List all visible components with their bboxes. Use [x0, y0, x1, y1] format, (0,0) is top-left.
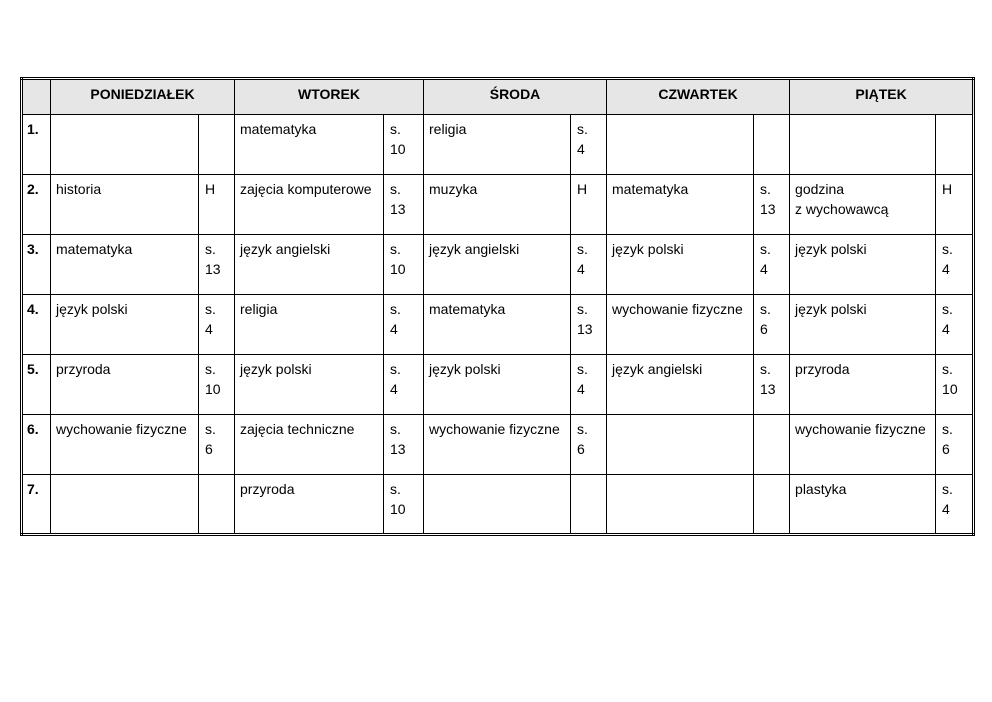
room-cell	[571, 115, 607, 175]
subject-cell	[424, 475, 571, 535]
room-cell	[384, 295, 424, 355]
subject-cell: język polski	[790, 295, 936, 355]
room-cell	[754, 475, 790, 535]
subject-cell: przyroda	[790, 355, 936, 415]
room-label: s. 10	[205, 361, 221, 397]
room-label: s. 13	[390, 181, 406, 217]
room-label: s. 13	[205, 241, 221, 277]
room-label: s. 10	[942, 361, 958, 397]
room-cell	[199, 115, 235, 175]
lesson-number: 4.	[22, 295, 51, 355]
subject-cell: język polski	[424, 355, 571, 415]
room-cell	[936, 175, 974, 235]
day-header: PONIEDZIAŁEK	[51, 79, 235, 115]
subject-cell	[607, 415, 754, 475]
room-cell	[936, 295, 974, 355]
room-label: H	[577, 181, 588, 197]
subject-cell	[607, 475, 754, 535]
room-cell	[384, 415, 424, 475]
room-label: s. 6	[577, 421, 588, 457]
subject-cell: język polski	[607, 235, 754, 295]
room-cell	[936, 475, 974, 535]
room-label: s. 10	[390, 121, 406, 157]
subject-cell	[51, 475, 199, 535]
room-cell	[384, 475, 424, 535]
lesson-number: 3.	[22, 235, 51, 295]
subject-cell: matematyka	[607, 175, 754, 235]
room-label: s. 4	[760, 241, 771, 277]
room-label: s. 4	[390, 301, 401, 337]
room-cell	[754, 235, 790, 295]
lesson-row	[22, 175, 974, 235]
room-cell	[384, 355, 424, 415]
room-cell	[571, 295, 607, 355]
room-cell	[754, 115, 790, 175]
room-cell	[571, 415, 607, 475]
room-label: s. 13	[577, 301, 593, 337]
room-cell	[936, 355, 974, 415]
subject-cell: religia	[235, 295, 384, 355]
timetable	[20, 77, 975, 536]
lesson-row	[22, 295, 974, 355]
room-cell	[754, 295, 790, 355]
subject-cell: matematyka	[51, 235, 199, 295]
room-label: s. 4	[942, 481, 953, 517]
lesson-number: 5.	[22, 355, 51, 415]
room-cell	[199, 295, 235, 355]
lesson-number: 7.	[22, 475, 51, 535]
room-cell	[199, 415, 235, 475]
room-cell	[571, 475, 607, 535]
room-label: H	[942, 181, 953, 197]
subject-cell: historia	[51, 175, 199, 235]
lesson-row	[22, 355, 974, 415]
header-row	[22, 79, 974, 115]
subject-cell: matematyka	[235, 115, 384, 175]
subject-cell: język polski	[790, 235, 936, 295]
room-cell	[199, 475, 235, 535]
room-label: s. 4	[577, 241, 588, 277]
room-cell	[936, 115, 974, 175]
subject-cell: przyroda	[235, 475, 384, 535]
room-cell	[936, 415, 974, 475]
subject-cell: godzina z wychowawcą	[790, 175, 936, 235]
room-cell	[571, 235, 607, 295]
room-label: s. 4	[942, 241, 953, 277]
lesson-row	[22, 415, 974, 475]
subject-cell: język angielski	[424, 235, 571, 295]
subject-cell: język polski	[235, 355, 384, 415]
day-header: ŚRODA	[424, 79, 607, 115]
room-label: s. 4	[942, 301, 953, 337]
subject-cell: plastyka	[790, 475, 936, 535]
room-cell	[199, 175, 235, 235]
subject-cell: wychowanie fizyczne	[607, 295, 754, 355]
room-label: s. 13	[760, 181, 776, 217]
room-label: s. 6	[942, 421, 953, 457]
lesson-row	[22, 475, 974, 535]
subject-cell: religia	[424, 115, 571, 175]
room-cell	[199, 355, 235, 415]
lesson-number: 1.	[22, 115, 51, 175]
lesson-row	[22, 115, 974, 175]
room-cell	[754, 415, 790, 475]
room-cell	[199, 235, 235, 295]
subject-cell: wychowanie fizyczne	[424, 415, 571, 475]
subject-cell: przyroda	[51, 355, 199, 415]
room-cell	[754, 355, 790, 415]
room-label: s. 6	[205, 421, 216, 457]
subject-cell: język angielski	[607, 355, 754, 415]
room-cell	[571, 355, 607, 415]
room-cell	[384, 175, 424, 235]
room-label: s. 4	[577, 121, 588, 157]
room-label: s. 4	[205, 301, 216, 337]
timetable-body	[22, 115, 974, 535]
subject-cell: wychowanie fizyczne	[790, 415, 936, 475]
room-cell	[754, 175, 790, 235]
room-label: s. 10	[390, 481, 406, 517]
room-label: s. 13	[760, 361, 776, 397]
lesson-number: 2.	[22, 175, 51, 235]
day-header: CZWARTEK	[607, 79, 790, 115]
room-cell	[384, 235, 424, 295]
room-cell	[384, 115, 424, 175]
subject-cell: muzyka	[424, 175, 571, 235]
subject-cell: język angielski	[235, 235, 384, 295]
room-label: s. 10	[390, 241, 406, 277]
header-corner	[22, 79, 51, 115]
subject-cell: matematyka	[424, 295, 571, 355]
day-header: WTOREK	[235, 79, 424, 115]
room-label: s. 6	[760, 301, 771, 337]
room-cell	[571, 175, 607, 235]
room-label: s. 4	[390, 361, 401, 397]
subject-cell	[607, 115, 754, 175]
room-label: H	[205, 181, 216, 197]
room-label: s. 13	[390, 421, 406, 457]
subject-cell: zajęcia techniczne	[235, 415, 384, 475]
subject-cell	[51, 115, 199, 175]
subject-cell: zajęcia komputerowe	[235, 175, 384, 235]
day-header: PIĄTEK	[790, 79, 974, 115]
room-cell	[936, 235, 974, 295]
lesson-row	[22, 235, 974, 295]
subject-cell	[790, 115, 936, 175]
subject-cell: język polski	[51, 295, 199, 355]
room-label: s. 4	[577, 361, 588, 397]
subject-cell: wychowanie fizyczne	[51, 415, 199, 475]
lesson-number: 6.	[22, 415, 51, 475]
